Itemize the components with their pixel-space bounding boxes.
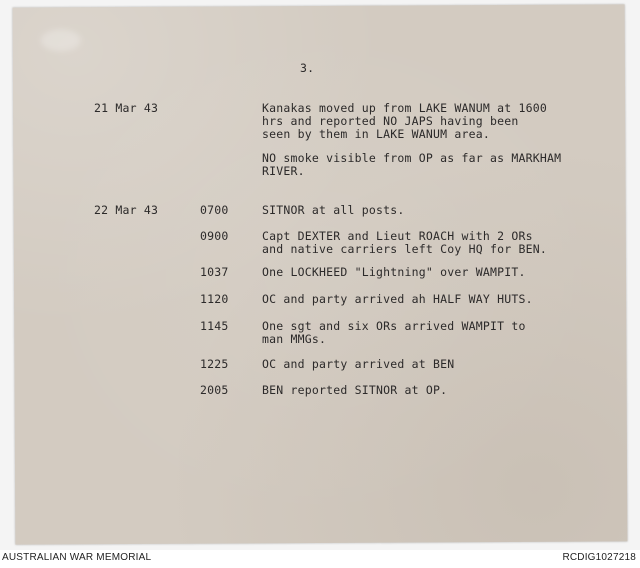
entry-text: Kanakas moved up from LAKE WANUM at 1600 hrs and reported NO JAPS having been seen by them in LAKE WANUM area. [262,101,547,141]
entry-time: 0700 [200,203,229,217]
entry-text: OC and party arrived at BEN [262,357,455,371]
entry-text: One sgt and six ORs arrived WAMPIT to man MMGs. [262,319,526,346]
paper-stain [41,29,81,51]
page-number: 3. [300,61,315,75]
entry-time: 1225 [200,357,229,371]
entry-time: 0900 [200,229,229,243]
entry-date: 22 Mar 43 [94,203,159,217]
entry-time: 1037 [200,265,229,279]
footer-source: AUSTRALIAN WAR MEMORIAL [2,552,152,563]
entry-text: One LOCKHEED "Lightning" over WAMPIT. [262,265,526,279]
entry-text: SITNOR at all posts. [262,203,405,217]
entry-text: OC and party arrived ah HALF WAY HUTS. [262,292,533,306]
entry-time: 1120 [200,292,229,306]
entry-time: 1145 [200,319,229,333]
entry-text: BEN reported SITNOR at OP. [262,383,448,397]
entry-text: NO smoke visible from OP as far as MARKHAM RIVER. [262,151,562,178]
entry-date: 21 Mar 43 [94,101,159,115]
footer-id: RCDIG1027218 [562,552,636,563]
entry-text: Capt DEXTER and Lieut ROACH with 2 ORs and native carriers left Coy HQ for BEN. [262,229,547,256]
entry-time: 2005 [200,383,229,397]
